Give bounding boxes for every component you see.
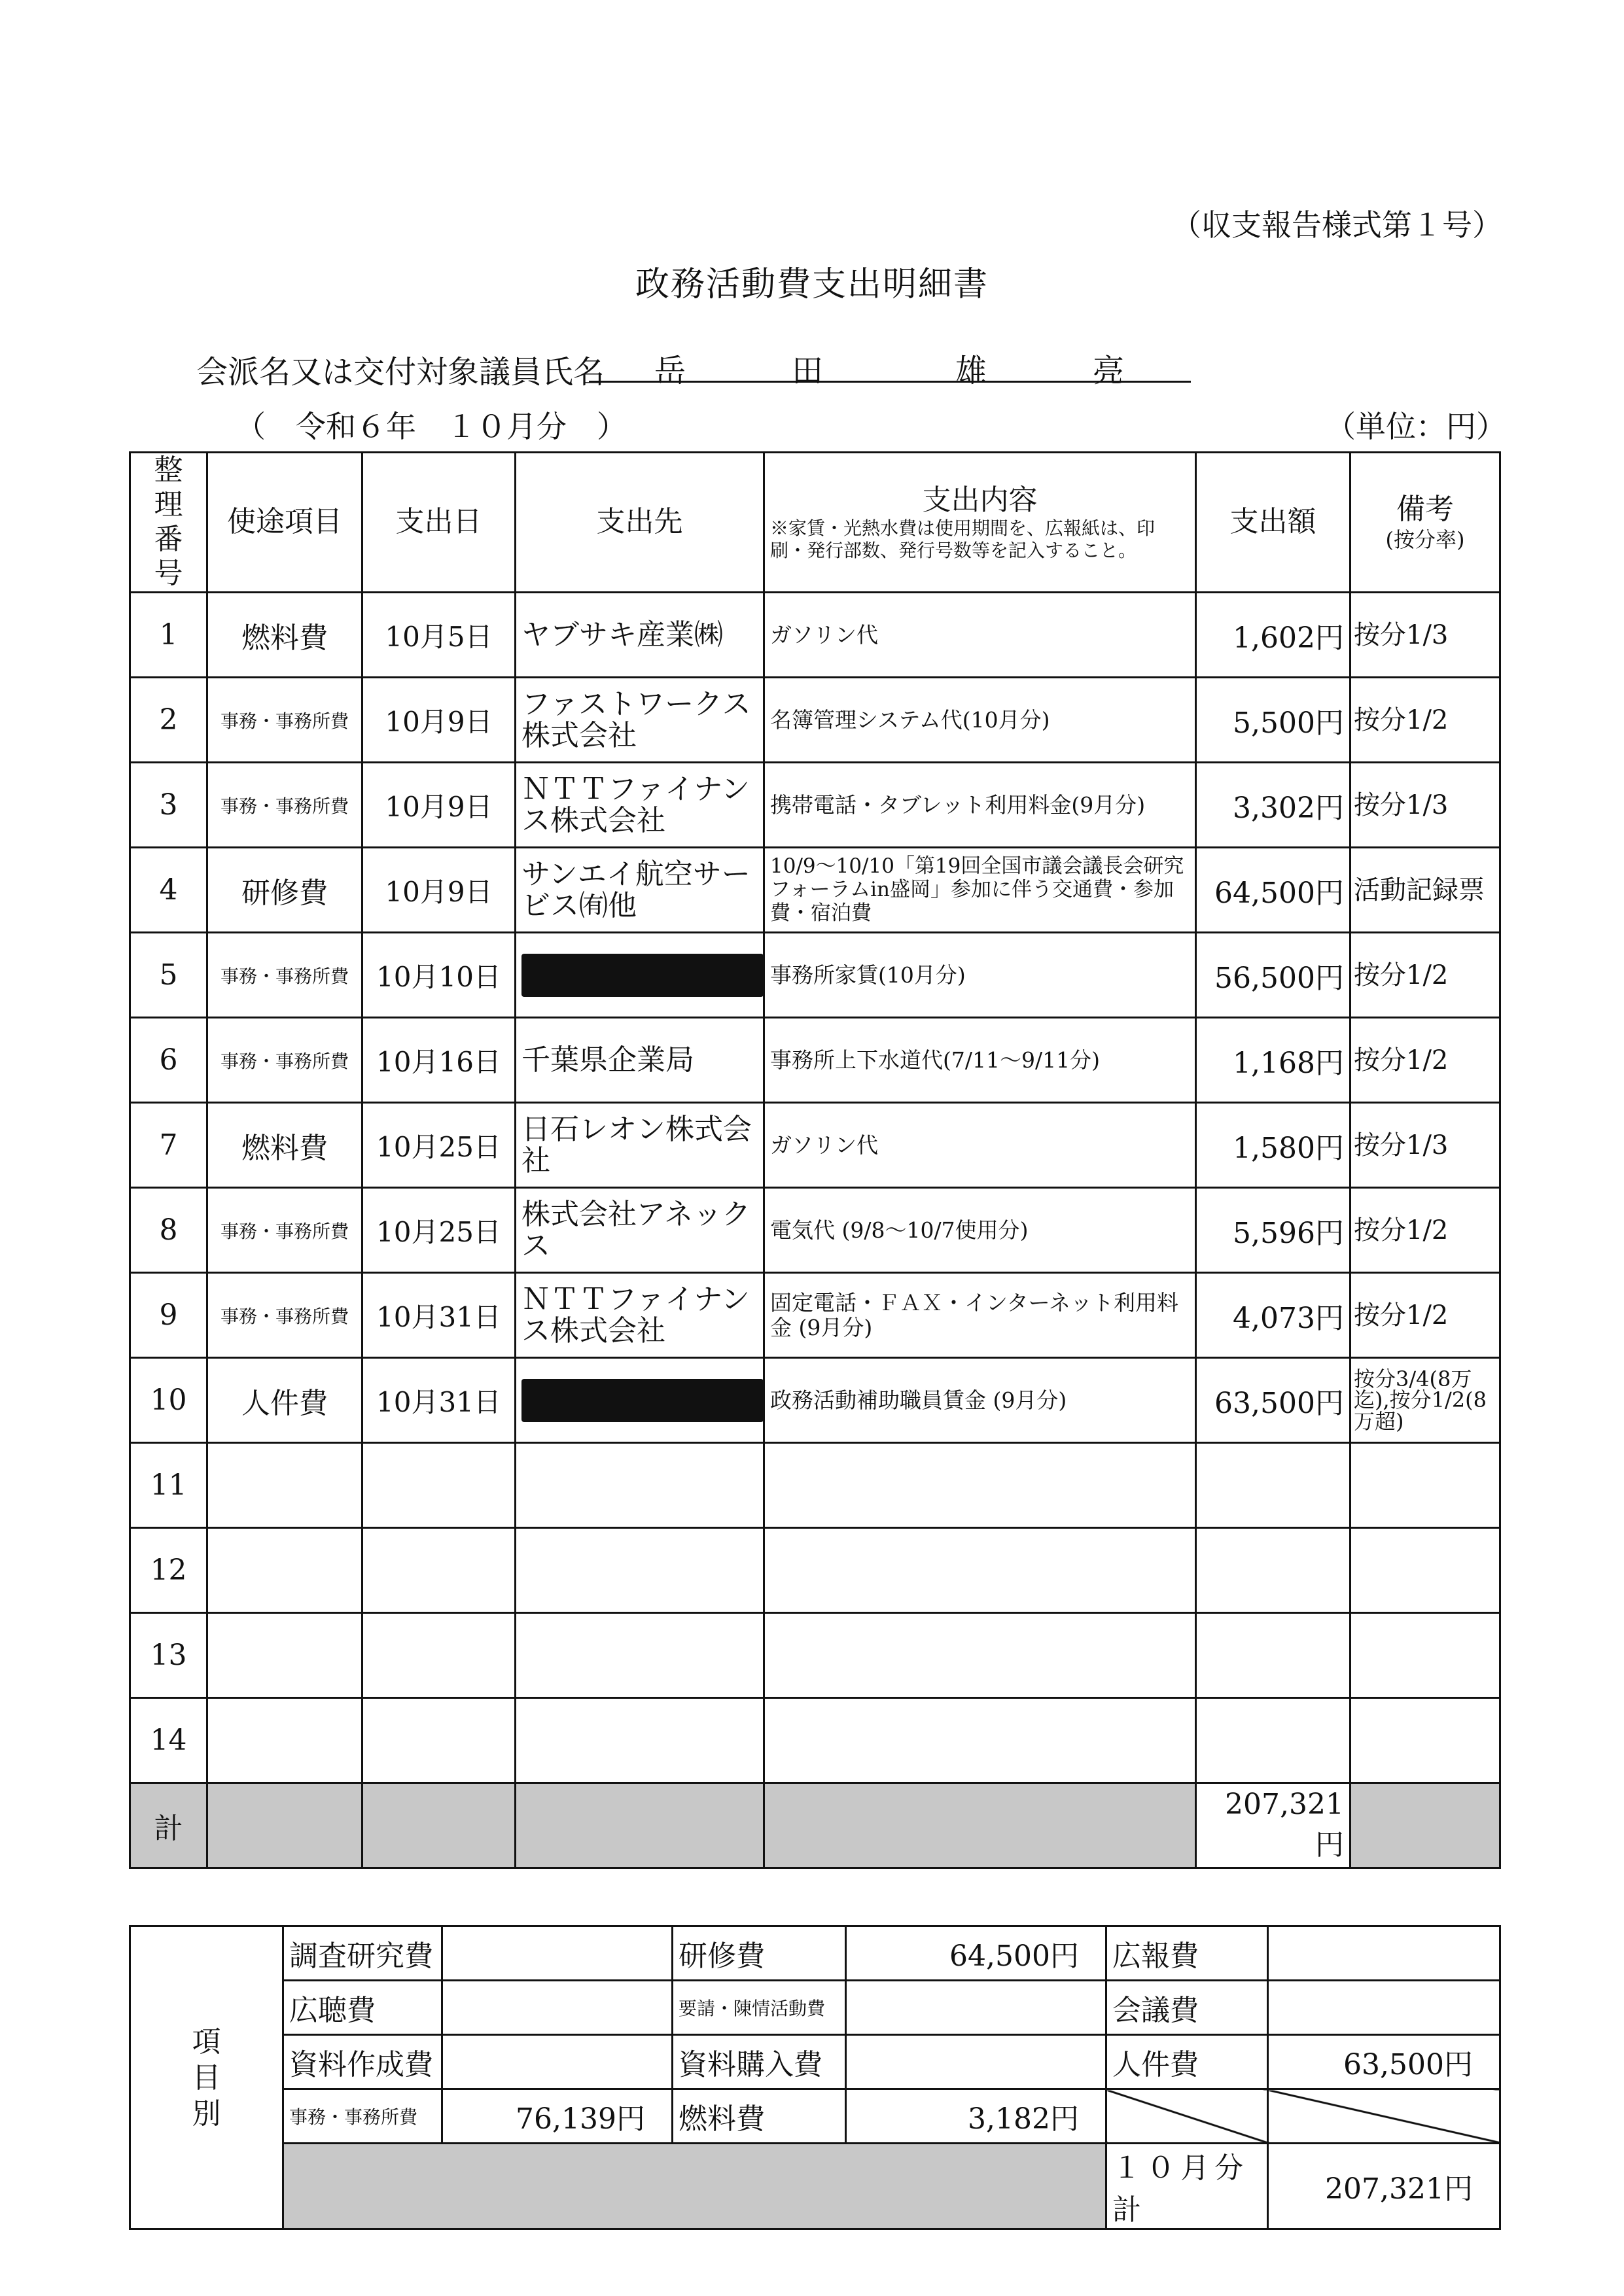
- summary-label: 広聴費: [283, 1981, 442, 2035]
- cell-amount: 1,580円: [1196, 1103, 1350, 1188]
- cell-payee: ヤブサキ産業㈱: [516, 593, 764, 678]
- period: （ 令和６年 １０月分 ）: [236, 409, 627, 444]
- total-blank: [1350, 1783, 1500, 1868]
- cell-amount: 4,073円: [1196, 1273, 1350, 1358]
- summary-row: [130, 2089, 1500, 2144]
- cell-use: 事務・事務所費: [207, 763, 362, 848]
- cell-no: 7: [130, 1103, 207, 1188]
- cell-content: 電気代 (9/8～10/7使用分): [764, 1188, 1196, 1273]
- cell-use: 事務・事務所費: [207, 1273, 362, 1358]
- cell-amount: 56,500円: [1196, 933, 1350, 1018]
- summary-label: 資料購入費: [673, 2035, 846, 2089]
- cell-payee: 株式会社アネックス: [516, 1188, 764, 1273]
- cell-note: 按分1/3: [1350, 593, 1500, 678]
- cell-use: [207, 1528, 362, 1613]
- cell-no: 6: [130, 1018, 207, 1103]
- cell-note: [1350, 1698, 1500, 1783]
- cell-payee: [516, 1698, 764, 1783]
- summary-label: 燃料費: [673, 2089, 846, 2144]
- summary-label: 要請・陳情活動費: [673, 1981, 846, 2035]
- header-content-label: 支出内容: [922, 483, 1038, 517]
- cell-amount: 5,500円: [1196, 678, 1350, 763]
- cell-use: [207, 1698, 362, 1783]
- cell-payee: [516, 1613, 764, 1698]
- cell-payee: ＮＴＴファイナンス株式会社: [516, 763, 764, 848]
- header-content: [764, 453, 1196, 593]
- by-category-label: [130, 1926, 283, 2229]
- cell-payee: [516, 1358, 764, 1443]
- total-label: 計: [130, 1783, 207, 1868]
- unit: （単位：円）: [1326, 409, 1506, 444]
- cell-date: 10月31日: [362, 1273, 516, 1358]
- cell-payee: ファストワークス株式会社: [516, 678, 764, 763]
- cell-use: 事務・事務所費: [207, 678, 362, 763]
- redaction-block: [521, 1379, 764, 1422]
- cell-amount: 1,602円: [1196, 593, 1350, 678]
- cell-no: 5: [130, 933, 207, 1018]
- cell-content: 事務所家賃(10月分): [764, 933, 1196, 1018]
- cell-amount: 5,596円: [1196, 1188, 1350, 1273]
- cell-use: 事務・事務所費: [207, 933, 362, 1018]
- summary-label: 調査研究費: [283, 1926, 442, 1981]
- diagonal-strike-cell: [1106, 2089, 1268, 2144]
- cell-payee: ＮＴＴファイナンス株式会社: [516, 1273, 764, 1358]
- form-number: （収支報告様式第１号）: [1171, 207, 1502, 243]
- cell-content: [764, 1443, 1196, 1528]
- cell-payee: 千葉県企業局: [516, 1018, 764, 1103]
- header-no: 整理番号: [130, 453, 207, 593]
- cell-amount: 1,168円: [1196, 1018, 1350, 1103]
- cell-amount: 63,500円: [1196, 1358, 1350, 1443]
- cell-note: 按分1/2: [1350, 678, 1500, 763]
- summary-amount: 64,500円: [846, 1926, 1106, 1981]
- cell-amount: [1196, 1528, 1350, 1613]
- cell-no: 13: [130, 1613, 207, 1698]
- cell-amount: 64,500円: [1196, 848, 1350, 933]
- cell-date: 10月16日: [362, 1018, 516, 1103]
- cell-note: 按分1/2: [1350, 1188, 1500, 1273]
- header-remarks: [1350, 453, 1500, 593]
- by-category-text: 項目別: [192, 2025, 221, 2131]
- cell-date: 10月31日: [362, 1358, 516, 1443]
- cell-content: [764, 1698, 1196, 1783]
- cell-date: [362, 1443, 516, 1528]
- cell-payee: [516, 1528, 764, 1613]
- cell-use: [207, 1443, 362, 1528]
- cell-date: [362, 1698, 516, 1783]
- month-total-amount: 207,321円: [1268, 2144, 1500, 2229]
- cell-content: ガソリン代: [764, 1103, 1196, 1188]
- cell-no: 9: [130, 1273, 207, 1358]
- cell-content: [764, 1528, 1196, 1613]
- cell-content: 政務活動補助職員賃金 (9月分): [764, 1358, 1196, 1443]
- header-use: 使途項目: [207, 453, 362, 593]
- summary-amount: [442, 2035, 673, 2089]
- cell-note: 按分3/4(8万迄),按分1/2(8万超): [1350, 1358, 1500, 1443]
- table-row: [130, 763, 1500, 848]
- cell-content: 10/9～10/10「第19回全国市議会議長会研究フォーラムin盛岡」参加に伴う交通費・参加費・宿泊費: [764, 848, 1196, 933]
- cell-note: [1350, 1528, 1500, 1613]
- summary-label: 研修費: [673, 1926, 846, 1981]
- cell-note: 按分1/3: [1350, 763, 1500, 848]
- cell-amount: [1196, 1443, 1350, 1528]
- table-row: [130, 1103, 1500, 1188]
- table-row: [130, 1273, 1500, 1358]
- cell-note: 按分1/2: [1350, 933, 1500, 1018]
- cell-note: 按分1/2: [1350, 1018, 1500, 1103]
- cell-amount: [1196, 1698, 1350, 1783]
- cell-payee: 日石レオン株式会社: [516, 1103, 764, 1188]
- summary-amount: [846, 2035, 1106, 2089]
- cell-note: [1350, 1613, 1500, 1698]
- cell-no: 10: [130, 1358, 207, 1443]
- summary-amount: 63,500円: [1268, 2035, 1500, 2089]
- table-row: [130, 593, 1500, 678]
- cell-content: [764, 1613, 1196, 1698]
- table-row: [130, 1528, 1500, 1613]
- summary-amount: 3,182円: [846, 2089, 1106, 2144]
- table-row: [130, 1358, 1500, 1443]
- table-row: [130, 1443, 1500, 1528]
- summary-row: [130, 2035, 1500, 2089]
- name-part: 亮: [1093, 353, 1125, 389]
- name-part: 田: [792, 353, 824, 389]
- cell-use: 燃料費: [207, 593, 362, 678]
- name-label: 会派名又は交付対象議員氏名: [196, 354, 605, 391]
- summary-amount: [442, 1926, 673, 1981]
- cell-use: 事務・事務所費: [207, 1188, 362, 1273]
- cell-date: 10月10日: [362, 933, 516, 1018]
- header-remarks-label: 備考: [1396, 493, 1454, 526]
- cell-amount: 3,302円: [1196, 763, 1350, 848]
- total-blank: [362, 1783, 516, 1868]
- table-header-row: [130, 453, 1500, 593]
- summary-amount: [846, 1981, 1106, 2035]
- cell-no: 14: [130, 1698, 207, 1783]
- name-part: 岳: [654, 353, 686, 389]
- diagonal-strike-cell: [1268, 2089, 1500, 2144]
- total-amount: 207,321円: [1196, 1783, 1350, 1868]
- table-row: [130, 1698, 1500, 1783]
- cell-no: 11: [130, 1443, 207, 1528]
- header-content-note: ※家賃・光熱水費は使用期間を、広報紙は、印刷・発行部数、発行号数等を記入すること。: [770, 517, 1156, 561]
- header-date: 支出日: [362, 453, 516, 593]
- cell-amount: [1196, 1613, 1350, 1698]
- table-row: [130, 1613, 1500, 1698]
- total-row: [130, 1783, 1500, 1868]
- cell-content: 固定電話・ＦＡＸ・インターネット利用料金 (9月分): [764, 1273, 1196, 1358]
- total-blank: [207, 1783, 362, 1868]
- cell-date: 10月9日: [362, 848, 516, 933]
- cell-note: 活動記録票: [1350, 848, 1500, 933]
- total-blank: [764, 1783, 1196, 1868]
- cell-use: [207, 1613, 362, 1698]
- cell-date: 10月9日: [362, 763, 516, 848]
- cell-content: 事務所上下水道代(7/11～9/11分): [764, 1018, 1196, 1103]
- summary-amount: [442, 1981, 673, 2035]
- table-row: [130, 1188, 1500, 1273]
- table-row: [130, 933, 1500, 1018]
- cell-date: 10月5日: [362, 593, 516, 678]
- cell-date: 10月9日: [362, 678, 516, 763]
- table-row: [130, 1018, 1500, 1103]
- summary-total-row: [130, 2144, 1500, 2229]
- cell-date: [362, 1528, 516, 1613]
- summary-row: [130, 1926, 1500, 1981]
- cell-no: 2: [130, 678, 207, 763]
- summary-amount: [1268, 1926, 1500, 1981]
- month-total-label: １０月分計: [1106, 2144, 1268, 2229]
- header-remarks-sub: (按分率): [1385, 527, 1465, 552]
- shaded-blank: [283, 2144, 1106, 2229]
- header-amount: 支出額: [1196, 453, 1350, 593]
- summary-label: 広報費: [1106, 1926, 1268, 1981]
- cell-use: 人件費: [207, 1358, 362, 1443]
- table-row: [130, 848, 1500, 933]
- table-row: [130, 678, 1500, 763]
- summary-label: 人件費: [1106, 2035, 1268, 2089]
- summary-label: 資料作成費: [283, 2035, 442, 2089]
- name-part: 雄: [955, 353, 987, 389]
- cell-use: 研修費: [207, 848, 362, 933]
- cell-no: 3: [130, 763, 207, 848]
- expense-table: [129, 451, 1501, 1869]
- cell-note: [1350, 1443, 1500, 1528]
- cell-payee: [516, 933, 764, 1018]
- cell-date: [362, 1613, 516, 1698]
- category-summary-table: [129, 1925, 1501, 2230]
- cell-no: 8: [130, 1188, 207, 1273]
- summary-amount: [1268, 1981, 1500, 2035]
- summary-row: [130, 1981, 1500, 2035]
- cell-use: 燃料費: [207, 1103, 362, 1188]
- cell-no: 4: [130, 848, 207, 933]
- total-blank: [516, 1783, 764, 1868]
- cell-date: 10月25日: [362, 1103, 516, 1188]
- summary-amount: 76,139円: [442, 2089, 673, 2144]
- cell-date: 10月25日: [362, 1188, 516, 1273]
- summary-label: 会議費: [1106, 1981, 1268, 2035]
- cell-use: 事務・事務所費: [207, 1018, 362, 1103]
- cell-no: 12: [130, 1528, 207, 1613]
- summary-label: 事務・事務所費: [283, 2089, 442, 2144]
- cell-content: 携帯電話・タブレット利用料金(9月分): [764, 763, 1196, 848]
- cell-payee: サンエイ航空サービス㈲他: [516, 848, 764, 933]
- cell-note: 按分1/2: [1350, 1273, 1500, 1358]
- redaction-block: [521, 954, 764, 997]
- cell-payee: [516, 1443, 764, 1528]
- header-payee: 支出先: [516, 453, 764, 593]
- cell-content: ガソリン代: [764, 593, 1196, 678]
- cell-note: 按分1/3: [1350, 1103, 1500, 1188]
- cell-content: 名簿管理システム代(10月分): [764, 678, 1196, 763]
- cell-no: 1: [130, 593, 207, 678]
- document-title: 政務活動費支出明細書: [635, 265, 989, 304]
